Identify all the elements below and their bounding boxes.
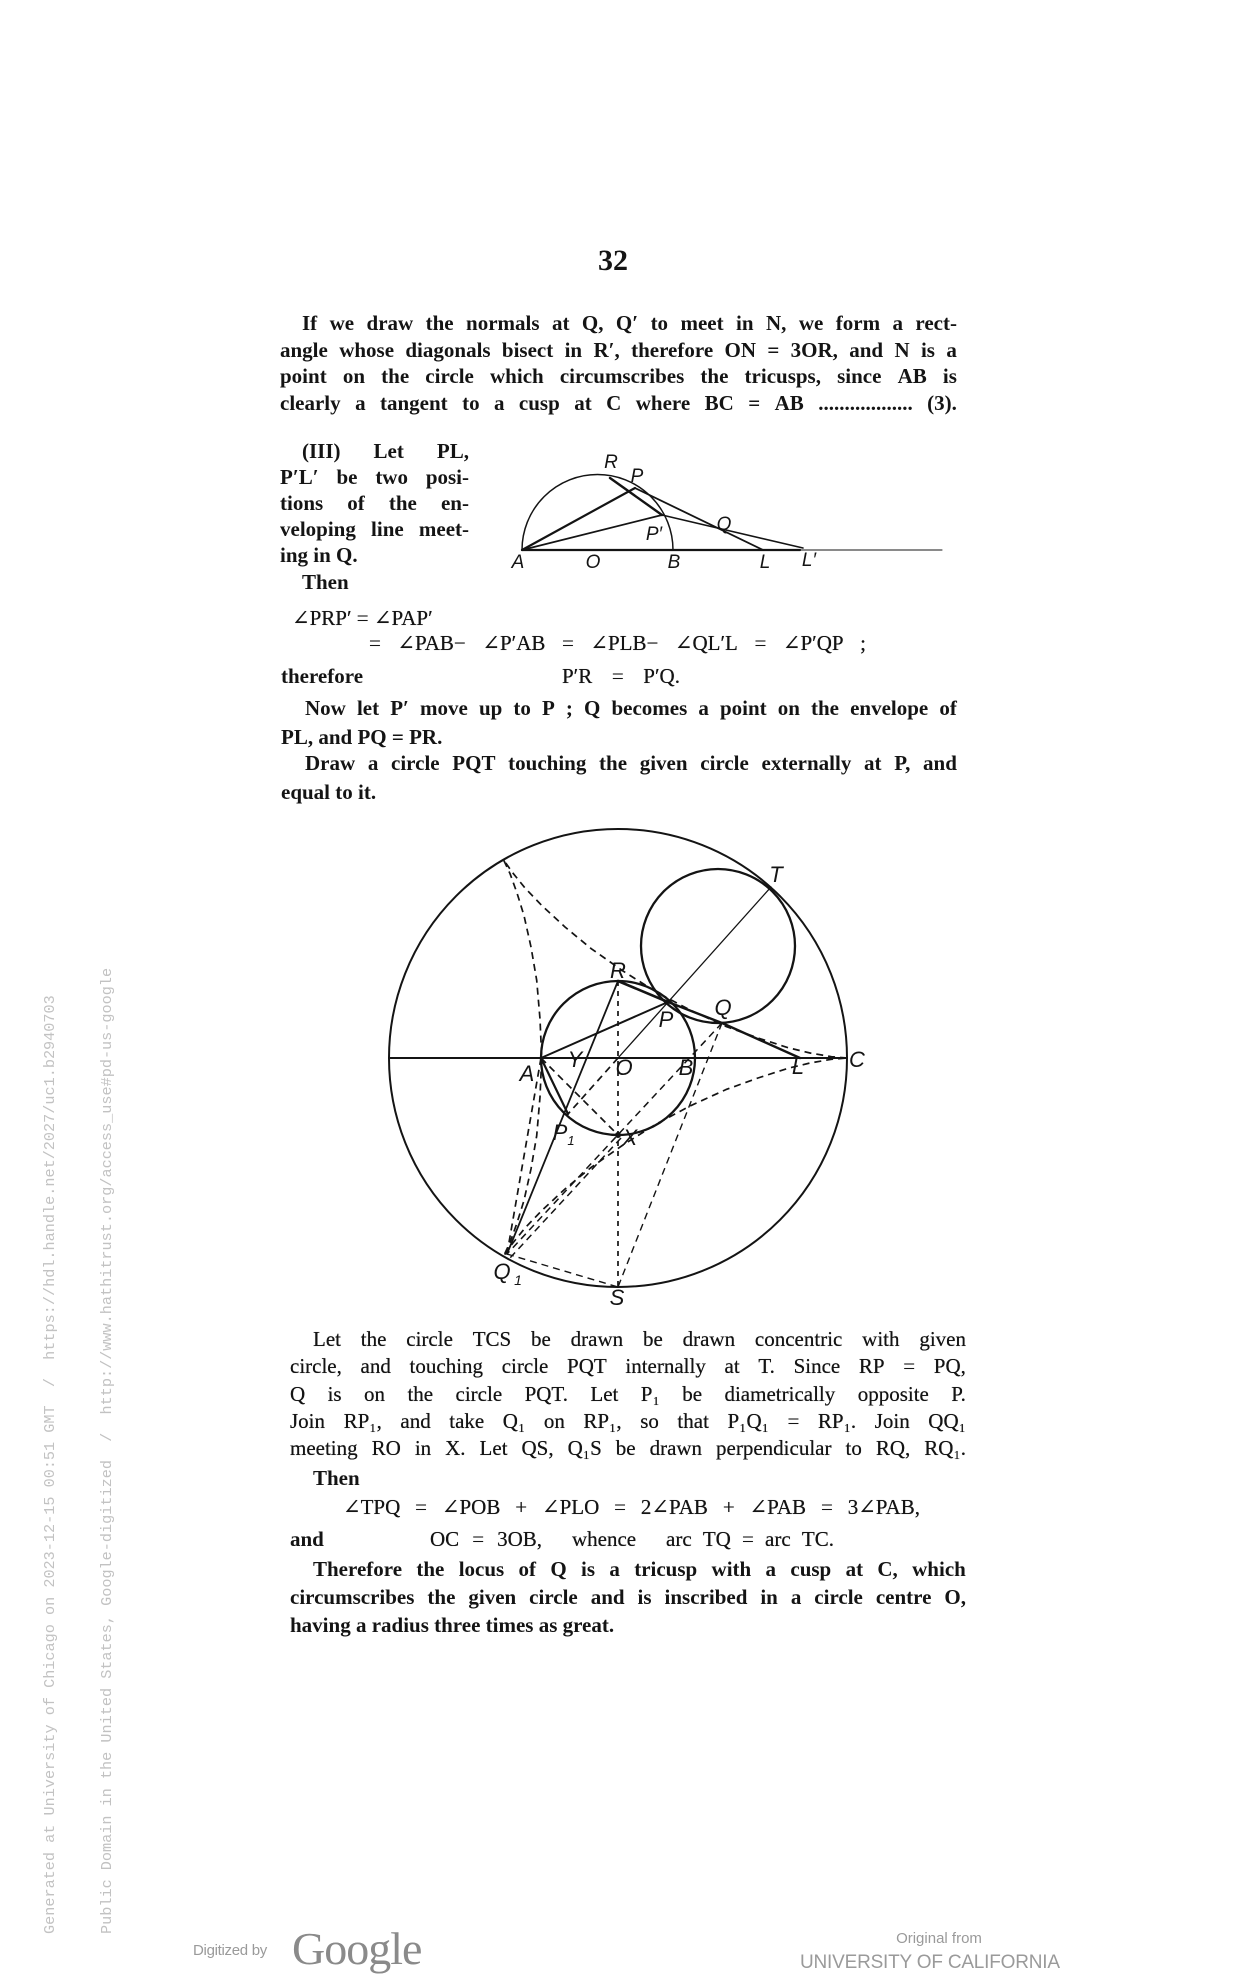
word: take: [449, 1409, 485, 1433]
word: C: [606, 391, 622, 415]
word: O,: [944, 1585, 966, 1609]
text-line: having a radius three times as great.: [290, 1613, 615, 1637]
word: 3OR,: [790, 338, 838, 362]
word: a: [698, 696, 709, 720]
text-line: ing in Q.: [280, 543, 358, 567]
word: rect-: [915, 311, 957, 335]
word: P,: [894, 751, 911, 775]
word: touching: [508, 751, 587, 775]
page-number: 32: [598, 244, 628, 277]
word: OC: [430, 1527, 460, 1551]
word: a: [367, 751, 379, 775]
word: R′,: [593, 338, 620, 362]
word: +: [515, 1495, 528, 1519]
word: ∠QL′L: [674, 631, 738, 655]
label-x: X: [622, 1125, 638, 1150]
word: AB: [897, 364, 927, 388]
word: RQ₁.: [924, 1436, 966, 1460]
line-q1-s: [507, 1254, 618, 1287]
word: cusp: [518, 391, 560, 415]
google-logo: Google: [292, 1923, 422, 1974]
label-r: R: [610, 958, 626, 983]
word: RP₁,: [343, 1409, 382, 1433]
word: Q′: [615, 311, 639, 335]
word: a: [765, 1557, 777, 1581]
word: bisect: [501, 338, 554, 362]
word: Let: [313, 1327, 341, 1351]
label-o: O: [615, 1055, 633, 1080]
word: Q: [584, 696, 601, 720]
formula-line: ∠PRP′ = ∠PAP′: [292, 606, 433, 630]
word: Join: [874, 1409, 910, 1433]
word: RQ,: [875, 1436, 911, 1460]
word: be: [682, 1382, 703, 1406]
word: TQ: [702, 1527, 731, 1551]
label-q: Q: [714, 995, 732, 1020]
word: angle: [280, 338, 328, 362]
word: which: [912, 1557, 966, 1581]
word: given: [468, 1585, 517, 1609]
word: Q: [290, 1382, 306, 1406]
word: circle: [814, 1585, 863, 1609]
word: TCS: [472, 1327, 512, 1351]
word: =: [903, 1354, 916, 1378]
word: AB: [774, 391, 804, 415]
word: point: [280, 364, 327, 388]
word: +: [722, 1495, 735, 1519]
label-q: Q: [716, 514, 732, 535]
label-l: L: [791, 1054, 805, 1079]
word: P₁Q₁: [727, 1409, 769, 1433]
word: tangent: [379, 391, 448, 415]
word: and: [590, 1585, 625, 1609]
word: N: [894, 338, 910, 362]
word: locus: [458, 1557, 505, 1581]
word: X.: [445, 1436, 466, 1460]
word: at: [845, 1557, 864, 1581]
text-line: [313, 1555, 966, 1583]
word: drawn: [682, 1327, 736, 1351]
label-o: O: [585, 552, 601, 573]
word: is: [581, 1557, 596, 1581]
word: RP: [858, 1354, 885, 1378]
word: =: [742, 1527, 754, 1551]
word: meet-: [418, 517, 469, 541]
hathitrust-watermark: [3, 954, 155, 1934]
text-line: equal to it.: [281, 780, 377, 804]
word: on: [543, 1409, 565, 1433]
word: two: [375, 465, 408, 489]
word: be: [615, 1436, 636, 1460]
line-x-q1-double: [510, 1138, 621, 1258]
word: circumscribes: [290, 1585, 415, 1609]
word: drawn: [570, 1327, 624, 1351]
word: we: [798, 311, 824, 335]
word: the: [416, 1557, 445, 1581]
word: arc: [666, 1527, 692, 1551]
word: opposite: [857, 1382, 929, 1406]
word: and: [360, 1354, 391, 1378]
line-pql: [668, 1002, 800, 1058]
word: Let: [590, 1382, 619, 1406]
word: meet: [680, 311, 724, 335]
word: circle: [391, 751, 440, 775]
word: =: [754, 631, 767, 655]
word: circle: [501, 1354, 549, 1378]
word: 3OB,: [497, 1527, 542, 1551]
word: is: [920, 338, 935, 362]
word: PQT: [452, 751, 496, 775]
word: RP₁.: [817, 1409, 857, 1433]
word: en-: [440, 491, 469, 515]
label-a: A: [511, 552, 525, 573]
word: concentric: [754, 1327, 843, 1351]
word: diagonals: [405, 338, 491, 362]
label-b: B: [667, 552, 681, 573]
label-b: B: [678, 1055, 694, 1080]
label-p-prime: P′: [645, 524, 663, 545]
word: at: [864, 751, 882, 775]
word: normals: [466, 311, 540, 335]
word: to: [650, 311, 669, 335]
text-line: [290, 1380, 966, 1408]
watermark-line-2: Public Domain in the United States, Google-digitized / http://www.hathitrust.org/access_use#pd-us-google: [98, 967, 116, 1934]
word: the: [700, 364, 729, 388]
word: P′Q.: [643, 664, 680, 688]
word: in: [760, 1585, 778, 1609]
label-t: T: [769, 862, 783, 887]
word: Q,: [581, 311, 604, 335]
word: (3).: [927, 391, 957, 415]
word: ∠PAB−: [397, 631, 466, 655]
word: Let: [479, 1436, 508, 1460]
label-q1-subscript: 1: [514, 1272, 522, 1288]
word: cusp: [790, 1557, 832, 1581]
word: P′L′: [280, 465, 319, 489]
word: with: [711, 1557, 752, 1581]
word: PQT.: [524, 1382, 568, 1406]
word: a: [355, 391, 366, 415]
line-ap: [541, 1002, 668, 1058]
word: ∠TPQ: [343, 1495, 401, 1519]
word: drawn: [649, 1436, 703, 1460]
word: be: [642, 1327, 663, 1351]
word: BC: [704, 391, 734, 415]
word: to: [845, 1436, 862, 1460]
word: given: [639, 751, 688, 775]
word: QQ₁: [928, 1409, 966, 1433]
word: be: [531, 1327, 551, 1351]
word: N,: [765, 311, 787, 335]
word: ;: [565, 696, 573, 720]
label-s: S: [609, 1285, 625, 1310]
word: in: [736, 311, 754, 335]
word: in: [414, 1436, 432, 1460]
word: PQT: [567, 1354, 607, 1378]
word: and: [923, 751, 957, 775]
formula-oc: [430, 1525, 542, 1553]
word: the: [425, 311, 454, 335]
text-line: [290, 1407, 966, 1435]
word: envelope: [850, 696, 929, 720]
word: ∠P′AB: [482, 631, 546, 655]
word: at: [574, 391, 592, 415]
line-a-q1: [507, 1058, 541, 1254]
word: we: [329, 311, 355, 335]
text-line: [313, 1325, 966, 1353]
word: (III): [302, 439, 341, 463]
word: on: [364, 1382, 386, 1406]
label-c: C: [849, 1047, 865, 1072]
word: =: [767, 338, 780, 362]
word: circle: [425, 364, 474, 388]
word: P: [541, 696, 555, 720]
word: since: [837, 364, 882, 388]
word: let: [356, 696, 380, 720]
word: whose: [339, 338, 395, 362]
label-p1-subscript: 1: [567, 1133, 575, 1148]
word: QS,: [521, 1436, 554, 1460]
word: P′R: [562, 664, 593, 688]
word: and: [849, 338, 884, 362]
word: =: [787, 1409, 800, 1433]
formula-line: [343, 1493, 920, 1521]
word: Q₁: [502, 1409, 526, 1433]
word: circle: [455, 1382, 503, 1406]
word: diametrically: [724, 1382, 836, 1406]
word: 2∠PAB: [640, 1495, 708, 1519]
word: T.: [758, 1354, 775, 1378]
word: of: [518, 1557, 537, 1581]
word: PQ,: [933, 1354, 966, 1378]
word: Since: [793, 1354, 841, 1378]
word: =: [820, 1495, 833, 1519]
word: which: [490, 364, 544, 388]
word: a: [946, 338, 957, 362]
word: is: [637, 1585, 652, 1609]
word: ON: [724, 338, 756, 362]
label-r: R: [604, 452, 618, 473]
word: ∠PLB−: [590, 631, 659, 655]
word: P′: [390, 696, 409, 720]
word: ∠PLO: [541, 1495, 600, 1519]
word: on: [777, 696, 800, 720]
word: to: [513, 696, 531, 720]
word: ∠P′QP: [782, 631, 844, 655]
label-p: P: [658, 1007, 674, 1032]
word: of: [939, 696, 957, 720]
word: becomes: [611, 696, 688, 720]
word: so: [640, 1409, 659, 1433]
word: circle: [529, 1585, 578, 1609]
word: perpendicular: [716, 1436, 832, 1460]
word: draw: [366, 311, 414, 335]
word: Draw: [305, 751, 356, 775]
word: the: [407, 1382, 434, 1406]
word: Join: [290, 1409, 326, 1433]
and-word: and: [290, 1527, 324, 1551]
word: on: [342, 364, 366, 388]
line-qs: [618, 1023, 722, 1287]
word: the: [360, 1327, 387, 1351]
word: the: [381, 364, 410, 388]
word: be: [336, 465, 358, 489]
word: in: [564, 338, 583, 362]
word: 3∠PAB,: [847, 1495, 920, 1519]
word: =: [472, 1527, 485, 1551]
word: P.: [951, 1382, 966, 1406]
word: tricusp: [634, 1557, 698, 1581]
word: Let: [373, 439, 404, 463]
word: =: [748, 391, 761, 415]
word: a: [790, 1585, 802, 1609]
whence-word: whence: [572, 1527, 637, 1551]
word: is: [942, 364, 957, 388]
word: move: [420, 696, 468, 720]
word: that: [677, 1409, 709, 1433]
word: centre: [875, 1585, 932, 1609]
word: =: [614, 1495, 626, 1519]
formula-arc: [666, 1525, 834, 1553]
word: up: [478, 696, 503, 720]
word: the: [811, 696, 839, 720]
text-line: Then: [313, 1466, 360, 1490]
word: ∠PAB: [749, 1495, 807, 1519]
text-line: [290, 1352, 966, 1380]
word: touching: [409, 1354, 484, 1378]
institution-name: UNIVERSITY OF CALIFORNIA: [800, 1952, 1060, 1973]
word: point: [719, 696, 767, 720]
word: with: [862, 1327, 900, 1351]
word: a: [609, 1557, 620, 1581]
word: =: [369, 631, 381, 655]
word: is: [327, 1382, 342, 1406]
word: a: [494, 391, 505, 415]
word: clearly: [280, 391, 341, 415]
word: ..................: [818, 391, 913, 415]
label-q1: Q: [493, 1259, 511, 1284]
word: inscribed: [664, 1585, 748, 1609]
word: =: [611, 664, 624, 688]
line-ot: [618, 887, 771, 1058]
label-p1: P: [552, 1120, 568, 1145]
label-y: Y: [567, 1047, 583, 1072]
word: tricusps,: [744, 364, 821, 388]
word: =: [561, 631, 574, 655]
word: internally: [625, 1354, 706, 1378]
word: Q: [550, 1557, 567, 1581]
word: given: [919, 1327, 966, 1351]
text-line: PL, and PQ = PR.: [281, 725, 443, 749]
text-line: Then: [302, 570, 349, 594]
word: posi-: [425, 465, 469, 489]
word: C,: [877, 1557, 898, 1581]
word: the: [388, 491, 417, 515]
word: of: [347, 491, 365, 515]
word: arc: [765, 1527, 791, 1551]
word: veloping: [280, 517, 356, 541]
word: at: [551, 311, 570, 335]
word: =: [415, 1495, 428, 1519]
word: If: [302, 311, 318, 335]
word: ;: [860, 631, 866, 655]
label-l: L: [759, 552, 771, 573]
word: tions: [280, 491, 324, 515]
watermark-line-1: Generated at University of Chicago on 2023-12-15 00:51 GMT / https://hdl.handle.net/2027/uc1.b2940703: [41, 995, 59, 1934]
digitized-by-text: Digitized by: [193, 1942, 267, 1959]
word: externally: [761, 751, 852, 775]
word: line: [371, 517, 404, 541]
word: therefore: [631, 338, 714, 362]
word: a: [892, 311, 903, 335]
word: meeting: [290, 1436, 358, 1460]
word: circle: [406, 1327, 453, 1351]
word: PL,: [436, 439, 469, 463]
word: RP₁,: [583, 1409, 622, 1433]
word: ∠POB: [441, 1495, 501, 1519]
word: circle,: [290, 1354, 342, 1378]
word: and: [400, 1409, 431, 1433]
word: the: [599, 751, 628, 775]
word: circle: [700, 751, 749, 775]
therefore-word: therefore: [281, 664, 364, 688]
word: Therefore: [313, 1557, 403, 1581]
word: to: [462, 391, 480, 415]
text-line: [290, 1583, 966, 1611]
word: Now: [305, 696, 346, 720]
label-p: P: [630, 466, 644, 487]
original-from-text: Original from: [896, 1930, 982, 1947]
word: Q₁S: [567, 1436, 602, 1460]
word: where: [635, 391, 691, 415]
text-line: [290, 1434, 966, 1462]
word: circumscribes: [559, 364, 685, 388]
word: RO: [371, 1436, 401, 1460]
word: P₁: [640, 1382, 660, 1406]
word: TC.: [801, 1527, 834, 1551]
word: at: [724, 1354, 740, 1378]
label-l-prime: L′: [801, 550, 817, 571]
word: the: [427, 1585, 456, 1609]
point-x: [615, 1132, 621, 1138]
word: form: [835, 311, 881, 335]
label-a: A: [519, 1061, 535, 1086]
